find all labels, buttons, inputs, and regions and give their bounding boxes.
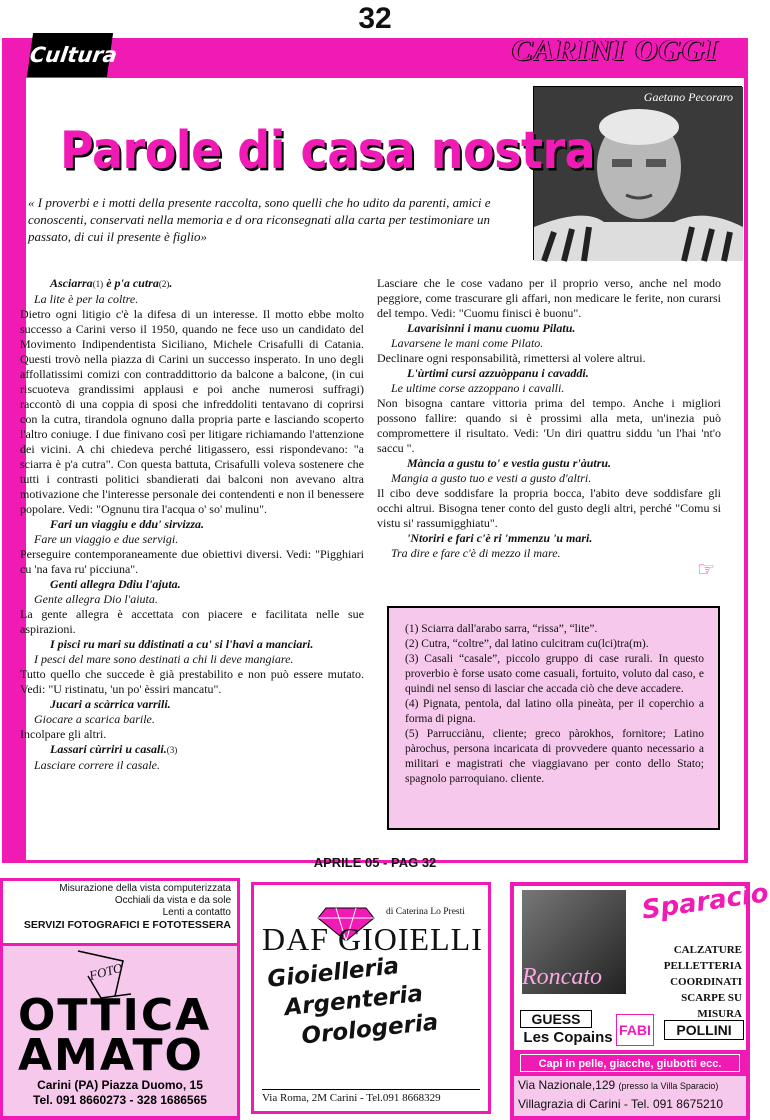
proverb-translation: I pesci del mare sono destinati a chi li deve mangiare.	[34, 652, 294, 666]
footnote: (4) Pignata, pentola, dal latino olla pineàta, per il coperchio a forma di pigna.	[405, 698, 704, 725]
sparacio-address	[514, 1076, 746, 1116]
ottica-services	[3, 881, 237, 943]
section-tag: Cultura	[27, 33, 113, 77]
proverb-text: Lassari cùrriri u casali.	[50, 742, 167, 756]
footnote-ref: (3)	[166, 745, 178, 755]
page-number: 32	[358, 2, 392, 35]
proverb-explanation: Il cibo deve soddisfare la propria bocca, l'abito deve soddisfare gli occhi altrui. Bisogna tener conto del gusto degli altri, perché "Comu si vistu si' rassumigghiatu".	[377, 486, 721, 530]
article-intro: « I proverbi e i motti della presente raccolta, sono quelli che ho udito da parenti, amici e conoscenti, conservati nella memoria e d ora riconsegnati alla carta per testimoniare un passato, di cui il presente è figlio»	[28, 195, 491, 244]
proverb	[377, 531, 721, 546]
ottica-phone: Tel. 091 8660273 - 328 1686565	[33, 1093, 207, 1107]
proverb-explanation: Tutto quello che succede è già prestabilito e non può essere mutato. Vedi: "U ristinatu, 'un po' èssiri mancatu".	[20, 667, 364, 696]
footnote-ref: (1)	[92, 279, 104, 289]
ottica-logo-line: OTTICA	[18, 990, 212, 1041]
sparacio-category: SCARPE SU MISURA	[681, 992, 742, 1020]
sparacio-category: PELLETTERIA	[663, 960, 742, 972]
foto-label: FOTO	[87, 959, 124, 984]
roncato-logo: Roncato	[522, 964, 602, 990]
proverb	[20, 742, 364, 758]
proverb-explanation: Lasciare che le cose vadano per il proprio verso, anche nel modo peggiore, come trascurare gli affari, non medicare le ferite, non curarsi del tempo. Vedi: "Cuomu finisci è buonu".	[377, 276, 721, 320]
sparacio-note: (presso la Villa Sparacio)	[618, 1081, 719, 1091]
proverb-translation: Mangia a gusto tuo e vesti a gusto d'altri.	[391, 471, 592, 485]
sparacio-panel	[514, 878, 770, 1050]
proverb	[20, 276, 364, 292]
pointing-hand-icon: ☞	[697, 559, 715, 581]
proverb-text: Genti allegra Ddiu l'ajuta.	[50, 577, 181, 591]
sparacio-category: COORDINATI	[670, 976, 742, 988]
footnote-ref: (2)	[158, 279, 170, 289]
ad-daf-gioielli	[251, 882, 491, 1114]
proverb-text: Mància a gustu to' e vestia gustu r'àutru.	[407, 456, 612, 470]
proverb-text: L'ùrtimi cursi azzuòppanu i cavaddi.	[407, 366, 589, 380]
ottica-logo-line: AMATO	[18, 1030, 204, 1081]
proverb-translation: La lite è per la coltre.	[34, 292, 139, 306]
footer-date: APRILE 05 - PAG 32	[313, 855, 437, 870]
proverb-text: Asciarra	[50, 276, 93, 290]
ottica-logo	[18, 990, 212, 1081]
proverb-text: .	[169, 276, 173, 290]
proverb-translation: Le ultime corse azzoppano i cavalli.	[391, 381, 565, 395]
daf-logo: DAF GIOIELLI	[262, 921, 483, 957]
sparacio-address-line2: Villagrazia di Carini - Tel. 091 8675210	[518, 1097, 724, 1111]
ottica-address	[0, 1078, 240, 1108]
proverb-translation: Lasciare correre il casale.	[34, 758, 160, 772]
proverb-text: Fari un viaggiu e ddu' sirvizza.	[50, 517, 205, 531]
proverb	[20, 517, 364, 532]
ad-ottica-amato	[0, 878, 240, 1120]
ottica-line: SERVIZI FOTOGRAFICI E FOTOTESSERA	[23, 919, 231, 931]
article-column-left	[20, 276, 364, 773]
photo-credit: Gaetano Pecoraro	[643, 90, 733, 104]
proverb-translation: Tra dire e fare c'è di mezzo il mare.	[391, 546, 561, 560]
proverb-explanation: Incolpare gli altri.	[20, 727, 107, 741]
footnote: (1) Sciarra dall'arabo sarra, “rissa”, “lite”.	[405, 623, 598, 635]
proverb	[377, 456, 721, 471]
daf-service: Argenteria	[283, 980, 425, 1022]
proverb	[377, 321, 721, 336]
proverb-translation: Fare un viaggio e due servigi.	[34, 532, 179, 546]
footnote: (2) Cutra, “coltre”, dal latino culcitram cu(lci)tra(m).	[405, 638, 649, 650]
article-column-right	[377, 276, 721, 579]
proverb-explanation: Perseguire contemporaneamente due obiettivi diversi. Vedi: "Pigghiari cu 'na fava ru' picciuna".	[20, 547, 364, 576]
proverb-translation: Lavarsene le mani come Pilato.	[391, 336, 544, 350]
brand-les-copains: Les Copains	[523, 1029, 613, 1046]
footnote: (5) Parrucciànu, cliente; greco pàrokhos, fornitore; Latino pàrochus, persona incaricata di provvedere quanto necessario a militari e magistrati che viaggiavano per conto dello Stato; spagnolo parroquiano. cliente.	[405, 728, 704, 785]
proverb-explanation: Dietro ogni litigio c'è la difesa di un interesse. Il motto ebbe molto successo a Carini verso il 1950, quando ne fece uso un candidato del Movimento Indipendentista Siciliano, Michele Crisafulli di Catania. Questi trovò nella piazza di Carini un successo insperato. In uno degli affollatissimi comizi con contraddittorio da balcone a balcone, (in cui riscuoteva grandissimi applausi e poi anche numerosi suffragi) raccontò di una coppia di sposi che infreddoliti tentavano di coprirsi con la cutra, tirandola ognuno dalla propria parte e lasciando scoperto l'altro coniuge. I due finivano così per litigare richiamando l'attenzione dei vicini. A chi chiedeva perché litigassero, essi rispondevano: "a sciarra è p'a cutra". Con questa battuta, Crisafulli voleva sostenere che tutti i contrasti politici sbandierati dai balconi non avevano altra motivazione che l'interesse personale dei contendenti e non il benessere popolare. Vedi: "Ognunu tira l'acqua o' so' mulinu".	[20, 307, 364, 516]
proverb-translation: Gente allegra Dio l'aiuta.	[34, 592, 158, 606]
proverb	[20, 697, 364, 712]
daf-address: Via Roma, 2M Carini - Tel.091 8668329	[262, 1089, 480, 1104]
ad-sparacio	[510, 878, 770, 1120]
masthead: CARINI OGGI	[512, 32, 719, 67]
ottica-line: Misurazione della vista computerizzata	[59, 883, 231, 894]
sparacio-street: Via Nazionale,129	[518, 1078, 616, 1092]
brand-pollini: POLLINI	[664, 1020, 744, 1040]
proverb-text: Lavarisinni i manu cuomu Pilatu.	[407, 321, 576, 335]
footnote: (3) Casali “casale”, piccolo gruppo di case rurali. In questo proverbio è forse usato come casuali, fortuito, voluto dal caso, e quindi nel senso di lasciar che accada ciò che deve accadere.	[405, 653, 704, 695]
proverb	[377, 366, 721, 381]
daf-service: Orologeria	[300, 1009, 440, 1050]
proverb-text: è p'a cutra	[103, 276, 159, 290]
proverb-explanation: Declinare ogni responsabilità, rimettersi al volere altrui.	[377, 351, 646, 365]
sparacio-tagline: Capi in pelle, giacche, giubotti ecc.	[520, 1054, 740, 1072]
daf-service: Gioielleria	[266, 953, 401, 993]
ottica-line: Lenti a contatto	[162, 907, 231, 918]
sparacio-category: CALZATURE	[673, 944, 742, 956]
notes-box	[387, 606, 720, 830]
proverb-text: 'Ntoriri e fari c'è ri 'mmenzu 'u mari.	[407, 531, 593, 545]
ottica-line: Occhiali da vista e da sole	[114, 895, 231, 906]
proverb-translation: Giocare a scarica barile.	[34, 712, 155, 726]
article-title: Parole di casa nostra	[60, 120, 596, 181]
brand-guess: GUESS	[520, 1010, 592, 1028]
sparacio-brands	[518, 1010, 746, 1050]
proverb-explanation: Non bisogna cantare vittoria prima del tempo. Anche i migliori possono fallire: quando si è prossimi alla meta, un'inezia può compromettere il risultato. Vedi: 'Un diri quattru siddu 'un l'hai 'nt'o saccu ".	[377, 396, 721, 455]
sparacio-address-line1	[518, 1076, 746, 1095]
proverb-text: I pisci ru mari su ddistinati a cu' si l'havi a manciari.	[50, 637, 314, 651]
proverb-text: Jucari a scàrrica varrili.	[50, 697, 171, 711]
ottica-address-line: Carini (PA) Piazza Duomo, 15	[37, 1078, 203, 1092]
proverb	[20, 637, 364, 652]
brand-fabi: FABI	[616, 1014, 654, 1046]
daf-services	[266, 948, 440, 1055]
sparacio-name: Sparacio	[640, 878, 770, 926]
daf-owner: di Caterina Lo Presti	[386, 907, 465, 917]
proverb	[20, 577, 364, 592]
proverb-explanation: La gente allegra è accettata con piacere e facilitata nelle sue aspirazioni.	[20, 607, 364, 636]
